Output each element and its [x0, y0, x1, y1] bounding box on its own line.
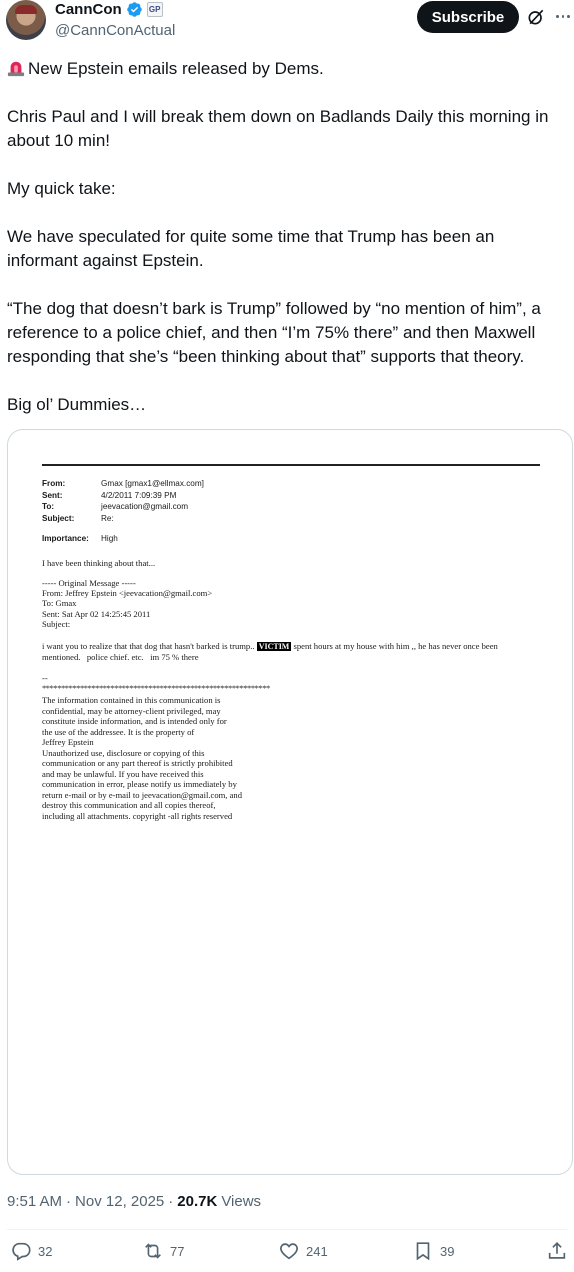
header-value: Gmax [gmax1@ellmax.com]: [101, 479, 204, 488]
email-header-row: [42, 478, 204, 490]
disclaimer-line: the use of the addressee. It is the property of: [42, 726, 195, 737]
tweet-paragraph: [7, 57, 567, 81]
display-name[interactable]: CannCon: [55, 1, 122, 18]
avatar[interactable]: [6, 0, 46, 40]
message-text: i want you to realize that that dog that hasn't barked is trump..: [42, 641, 255, 651]
bookmark-count: 39: [440, 1243, 455, 1259]
tweet-text: [7, 57, 567, 417]
views-label: Views: [221, 1193, 262, 1210]
message-text: spent hours at my house with him ,, he has never once been: [293, 641, 498, 651]
tweet-paragraph: My quick take:: [7, 179, 116, 198]
email-document: [8, 430, 572, 1174]
meta-separator: ·: [66, 1193, 72, 1210]
original-header: ----- Original Message -----: [42, 578, 136, 588]
affiliate-badge[interactable]: GP: [147, 2, 163, 17]
tweet-meta: [7, 1193, 261, 1210]
reply-count: 32: [38, 1243, 53, 1259]
like-icon: [278, 1240, 300, 1262]
like-count: 241: [306, 1243, 328, 1259]
signature-dashes: --: [42, 673, 48, 683]
header-value: jeevacation@gmail.com: [101, 502, 189, 511]
verified-icon: [126, 1, 143, 18]
disclaimer-line: confidential, may be attorney-client privileged, may: [42, 705, 221, 716]
original-sent: Sent: Sat Apr 02 14:25:45 2011: [42, 609, 151, 619]
timestamp-time[interactable]: 9:51 AM: [7, 1193, 63, 1210]
share-icon: [546, 1240, 568, 1262]
handle[interactable]: @CannConActual: [55, 22, 176, 39]
email-header-row: [42, 513, 204, 525]
name-row: [55, 1, 163, 18]
action-bar: [0, 1240, 574, 1270]
media-image[interactable]: [7, 429, 573, 1175]
disclaimer-line: constitute inside information, and is intended only for: [42, 716, 227, 726]
header-value: 4/2/2011 7:09:39 PM: [101, 490, 177, 500]
disclaimer-line: including all attachments. copyright -all rights reserved: [42, 810, 233, 821]
repost-icon: [142, 1240, 164, 1262]
disclaimer-line: The information contained in this communication is: [42, 695, 221, 705]
document-rule: [42, 464, 540, 466]
grok-icon[interactable]: [526, 7, 546, 27]
disclaimer-line: communication or any part thereof is strictly prohibited: [42, 758, 233, 768]
repost-count: 77: [170, 1243, 185, 1259]
original-subject: Subject:: [42, 619, 71, 629]
tweet-paragraph: Chris Paul and I will break them down on Badlands Daily this morning in about 10 min!: [7, 107, 549, 150]
importance-row: [42, 534, 118, 543]
redaction-label: VICTIM: [258, 642, 290, 651]
siren-emoji: [7, 59, 25, 77]
tweet-header: [0, 0, 574, 46]
tweet-paragraph: “The dog that doesn’t bark is Trump” followed by “no mention of him”, a reference to a police chief, and then “I’m 75% there” and then Maxwell responding that she’s “been thinking about that” supports that theory.: [7, 299, 541, 366]
header-value: Re:: [101, 513, 114, 523]
repost-button[interactable]: [142, 1240, 184, 1262]
subscribe-button[interactable]: Subscribe: [417, 1, 519, 33]
disclaimer-line: Unauthorized use, disclosure or copying of this: [42, 747, 205, 758]
message-line: [42, 641, 498, 653]
header-label: From:: [42, 479, 66, 488]
more-icon[interactable]: [556, 15, 570, 19]
tweet-paragraph-text: New Epstein emails released by Dems.: [28, 59, 324, 78]
disclaimer-line: communication in error, please notify us immediately by: [42, 779, 237, 789]
disclaimer-line: return e-mail or by e-mail to jeevacation@gmail.com, and: [42, 789, 243, 800]
timestamp-date[interactable]: Nov 12, 2025: [75, 1193, 165, 1210]
divider: [7, 1229, 567, 1230]
email-header: [42, 478, 204, 524]
importance-label: Importance:: [42, 534, 89, 543]
tweet-paragraph: We have speculated for quite some time that Trump has been an informant against Epstein.: [7, 227, 495, 270]
reply-line: I have been thinking about that...: [42, 558, 156, 568]
importance-value: High: [101, 534, 118, 543]
separator-stars: ************************************************************: [42, 683, 270, 693]
bookmark-button[interactable]: [412, 1240, 454, 1262]
bookmark-icon: [412, 1240, 434, 1262]
reply-icon: [10, 1240, 32, 1262]
header-label: To:: [42, 502, 55, 511]
share-button[interactable]: [546, 1240, 568, 1262]
disclaimer-line: Jeffrey Epstein: [42, 737, 94, 747]
message-line: mentioned. police chief. etc. im 75 % there: [42, 652, 199, 662]
email-header-row: [42, 490, 204, 502]
tweet-paragraph: Big ol’ Dummies…: [7, 395, 147, 414]
original-to: To: Gmax: [42, 598, 77, 608]
email-header-row: [42, 501, 204, 513]
like-button[interactable]: [278, 1240, 328, 1262]
disclaimer-line: destroy this communication and all copies thereof,: [42, 800, 216, 810]
disclaimer: [42, 695, 242, 821]
header-label: Subject:: [42, 513, 75, 523]
disclaimer-line: and may be unlawful. If you have received this: [42, 768, 204, 779]
meta-separator: ·: [168, 1193, 174, 1210]
views-count[interactable]: 20.7K: [177, 1193, 218, 1210]
original-from: From: Jeffrey Epstein <jeevacation@gmail.com>: [42, 588, 213, 598]
header-label: Sent:: [42, 490, 63, 500]
reply-button[interactable]: [10, 1240, 52, 1262]
